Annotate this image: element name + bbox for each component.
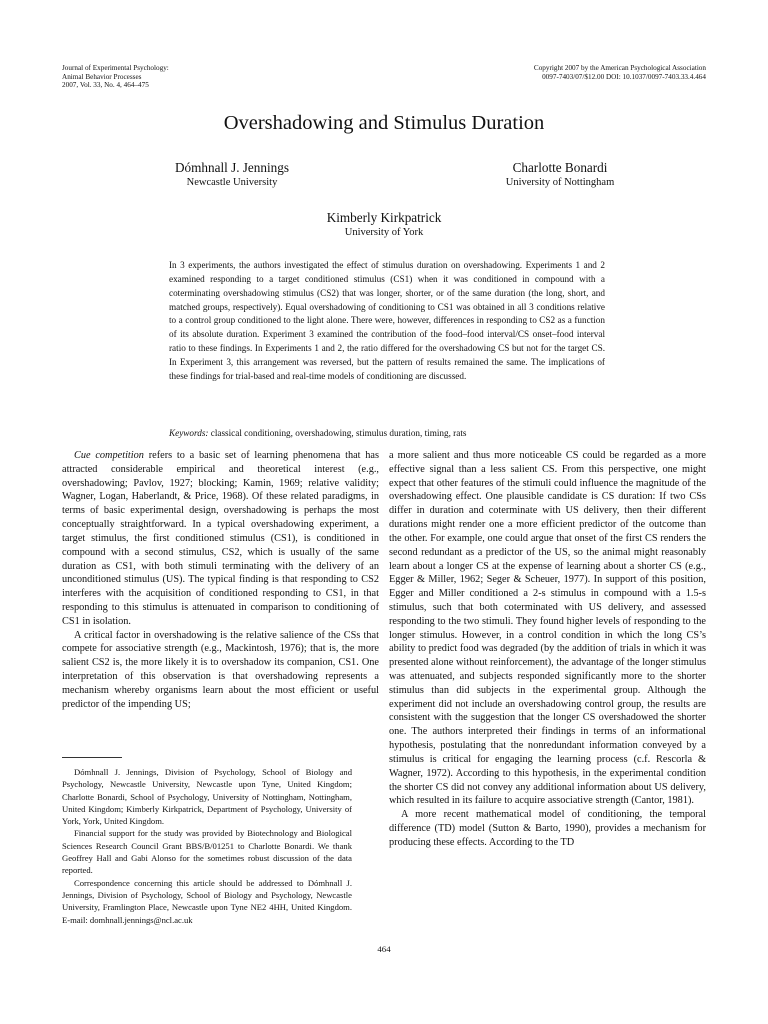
doi-line: 0097-7403/07/$12.00 DOI: 10.1037/0097-7403.33.4.464 bbox=[542, 72, 706, 81]
journal-name-line-2: Animal Behavior Processes bbox=[62, 72, 142, 81]
author-affiliations-note: Dómhnall J. Jennings, Division of Psychology, School of Biology and Psychology, Newcastle University, Newcastle upon Tyne, United Kingdom; Charlotte Bonardi, School of Psychology, University of Nottingham, Nottingham, United Kingdom; Kimberly Kirkpatrick, Department of Psychology, University of York, York, United Kingdom. bbox=[62, 767, 352, 827]
article-title: Overshadowing and Stimulus Duration bbox=[223, 112, 545, 134]
page-number: 464 bbox=[377, 944, 391, 954]
journal-header bbox=[62, 64, 169, 90]
author-block-kirkpatrick bbox=[284, 210, 484, 239]
author-note bbox=[62, 766, 352, 926]
term-cue-competition: Cue competition bbox=[74, 450, 144, 461]
author-block-bonardi bbox=[460, 160, 660, 189]
author-affiliation: Newcastle University bbox=[186, 177, 278, 188]
keywords-text: classical conditioning, overshadowing, stimulus duration, timing, rats bbox=[210, 428, 467, 438]
body-paragraph: A critical factor in overshadowing is the relative salience of the CSs that compete for associative strength (e.g., Mackintosh, 1976); that is, the more salient CS2 is, the more likely it is to overshadow its companion, CS1. One interpretation of this observation is that overshadowing represents a mechanism whereby organisms learn about the most efficient or useful predictor of the impending US; bbox=[62, 629, 379, 710]
keywords-label: Keywords: bbox=[169, 428, 209, 438]
body-column-left bbox=[62, 449, 379, 711]
author-affiliation: University of Nottingham bbox=[505, 177, 615, 188]
author-name: Kimberly Kirkpatrick bbox=[326, 210, 442, 225]
author-name: Charlotte Bonardi bbox=[512, 160, 608, 175]
body-paragraph: a more salient and thus more noticeable CS could be regarded as a more effective signal than a less salient CS. From this perspective, one might expect that other features of the stimuli could influence the magnitude of the overshadowing effect. One plausible candidate is CS duration: If two CSs differ in duration and coterminate with US delivery, then their different durations might render one a more efficient predictor of the outcome than the other. For example, one could argue that onset of the first CS renders the second redundant as a predictor of the US, so the animal might reasonably learn about a longer CS at the expense of learning about a shorter CS (e.g., Egger & Miller, 1962; Seger & Scheuer, 1977). In support of this position, Egger and Miller conditioned a 2-s stimulus in compound with a 1.5-s stimulus, such that both coterminated with US delivery, and assessed responding to the two stimuli. They found higher levels of responding to the longer stimulus. However, in a control condition in which the long CS’s ability to predict food was degraded (by the addition of trials in which it was presented alone without reinforcement), the advantage of the longer stimulus was attenuated, and subjects responded significantly more to the shorter stimulus than did subjects in the experimental group. Although the experiment did not include an overshadowing control group, the results are consistent with the suggestion that the longer CS overshadowed the shorter one. The authors interpreted their findings in terms of an informational hypothesis, postulating that the nonredundant information conveyed by a stimulus is critical for engaging the learning process (c.f. Rescorla & Wagner, 1972). According to this hypothesis, in the experimental condition the shorter CS did not convey any additional information about US delivery, which resulted in its failure to acquire associative strength (Cantor, 1981). bbox=[389, 450, 706, 807]
keywords bbox=[169, 428, 466, 438]
funding-note: Financial support for the study was provided by Biotechnology and Biological Sciences Research Council Grant BBS/B/01251 to Charlotte Bonardi. We thank Geoffrey Hall and Gabi Alonso for the sometimes robust discussion of the data reported. bbox=[62, 828, 352, 876]
abstract: In 3 experiments, the authors investigated the effect of stimulus duration on overshadowing. Experiments 1 and 2 examined responding to a target conditioned stimulus (CS1) when it was conditioned in compound with a coterminating overshadowing stimulus (CS2) that was longer, shorter, or of the same duration (the long, short, and matched groups, respectively). Equal overshadowing of conditioning to CS1 was obtained in all 3 conditions relative to a control group conditioned to the light alone. There were, however, differences in responding to CS2 as a function of its absolute duration. Experiment 3 examined the contribution of the food–food interval/CS onset–food interval ratio to these findings. In Experiments 1 and 2, the ratio differed for the overshadowing CS but not for the target CS. In Experiment 3, this arrangement was reversed, but the pattern of results remained the same. The implications of these findings for trial-based and real-time models of conditioning are discussed. bbox=[169, 260, 605, 381]
journal-volume-line: 2007, Vol. 33, No. 4, 464–475 bbox=[62, 81, 149, 90]
copyright-header bbox=[534, 64, 706, 81]
body-paragraph: A more recent mathematical model of conditioning, the temporal difference (TD) model (Sutton & Barto, 1990), provides a mechanism for producing these effects. According to the TD bbox=[389, 809, 706, 848]
journal-name-line-1: Journal of Experimental Psychology: bbox=[62, 64, 169, 72]
body-paragraph bbox=[62, 449, 379, 629]
body-column-right bbox=[389, 449, 706, 850]
footnote-divider bbox=[62, 757, 122, 758]
copyright-line: Copyright 2007 by the American Psychological Association bbox=[533, 64, 706, 72]
author-affiliation: University of York bbox=[344, 227, 424, 238]
author-name: Dómhnall J. Jennings bbox=[175, 160, 289, 175]
author-block-jennings bbox=[152, 160, 312, 189]
correspondence-note: Correspondence concerning this article should be addressed to Dómhnall J. Jennings, Division of Psychology, School of Biology and Psychology, Newcastle University, Framlington Place, Newcastle upon Tyne NE2 4HH, United Kingdom. E-mail: domhnall.jennings@ncl.ac.uk bbox=[62, 877, 352, 925]
paragraph-text: refers to a basic set of learning phenomena that has attracted considerable empirical and theoretical interest (e.g., overshadowing; Pavlov, 1927; blocking; Kamin, 1969; relative validity; Wagner, Logan, Haberlandt, & Price, 1968). Of these related paradigms, in terms of basic experimental design, overshadowing is perhaps the most conceptually straightforward. In a typical overshadowing experiment, a target stimulus, the first conditioned stimulus (CS1), is conditioned in compound with a second stimulus, CS2, which is usually of the same duration as CS1, with both stimuli terminating with the delivery of an unconditioned stimulus (US). The typical finding is that responding to CS2 interferes with the acquisition of conditioned responding to CS1, in that responding to this stimulus is attenuated in comparison to conditioning of CS1 in isolation. bbox=[62, 450, 379, 627]
